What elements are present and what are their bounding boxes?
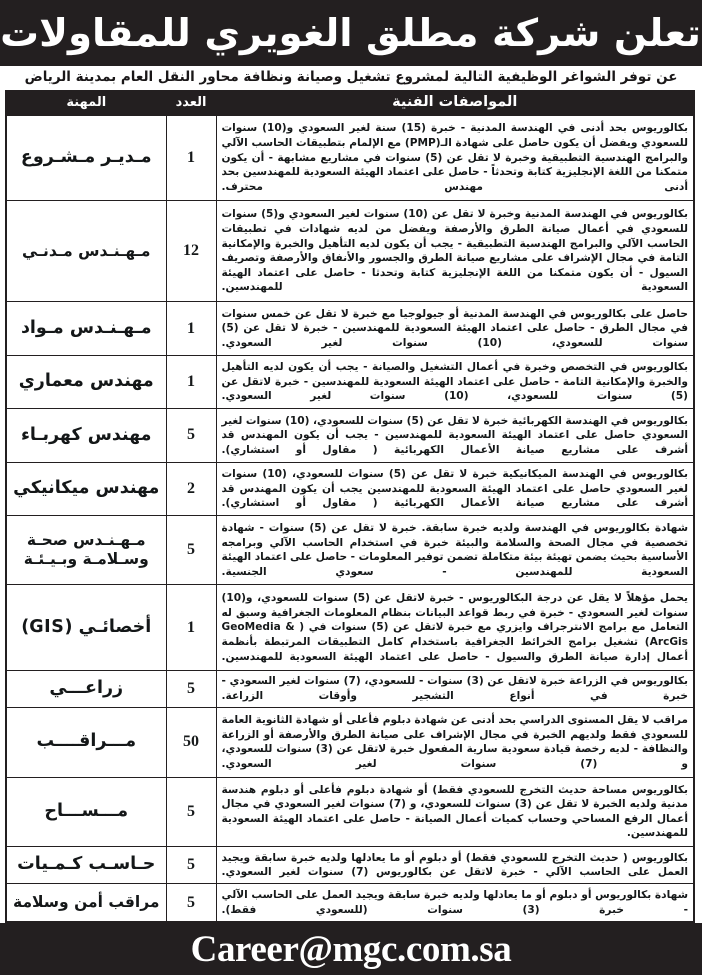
cell-specs: بكالوريوس مساحة حديث التخرج للسعودي فقط) أو شهادة دبلوم فأعلى أو دبلوم هندسة مدنية ولديه الخبرة لا تقل عن (3) سنوات للسعودي، و (7) سنوات لغير السعودي في مجال أعمال الرفع المساحي وحساب كميات أعمال الصيانة - حاصل على اعتماد الهيئة السعودية للمهندسين. [216,777,694,846]
cell-count: 5 [166,777,216,846]
cell-specs: بكالوريوس في التخصص وخبرة في أعمال التشغيل والصيانة - يجب أن يكون لديه التأهيل والخبرة والإمكانية التامة - حاصل على اعتماد الهيئة السعودية للمهندسين - خبرة لاتقل عن (5) سنوات للسعودي، (10) سنوات لغير السعودي. [216,355,694,408]
table-row [6,847,694,884]
cell-count: 1 [166,355,216,408]
table-header-row [6,91,694,115]
cell-specs: يحمل مؤهلاً لا يقل عن درجة البكالوريوس - خبرة لاتقل عن (5) سنوات للسعودي، و(10) سنوات لغير السعودي - خبرة في ربط قواعد البيانات بنظام المعلومات الجغرافية وسبق له التعامل مع برامج الانترجراف وايزري مع خبرة لاتقل عن (5) سنوات في ( GeoMedia & ArcGis) تشغيل برامج الخرائط الجغرافية باستخدام كامل التطبيقات المرتبطة بأنظمة أعمال إدارة صيانة الطرق والسيول - حاصل على اعتماد الهيئة السعودية للمهندسين. [216,585,694,670]
table-row [6,777,694,846]
cell-specs: بكالوريوس ( حديث التخرج للسعودي فقط) أو دبلوم أو ما يعادلها ولديه خبرة سابقة ويجيد العمل على الحاسب الآلي - خبرة لاتقل عن بكالوريوس (7) سنوات لغير السعودي. [216,847,694,884]
contact-email[interactable]: Career@mgc.com.sa [190,928,512,970]
table-header [6,91,694,115]
table-row [6,302,694,355]
cell-job-title: مـــراقــــب [6,708,166,777]
cell-count: 12 [166,201,216,302]
announcement-subtitle: عن توفر الشواغر الوظيفية التالية لمشروع تشغيل وصيانة ونظافة محاور النقل العام بمدينة الرياض [24,69,678,85]
cell-job-title: مهندس معماري [6,355,166,408]
cell-job-title: حـاسـب كـمـيات [6,847,166,884]
cell-specs: شهادة بكالوريوس في الهندسة ولديه خبرة سابقة. خبرة لا تقل عن (5) سنوات - شهادة تخصصية في مجال الصحة والسلامة والبيئة خبرة في استخدام الحاسب الآلي وبرامجه الأساسية بحيث يضمن تهيئة بيئة متكاملة تضمن توفير المعلومات - حاصل على اعتماد الهيئة السعودية للمهندسين - سعودي الجنسية. [216,516,694,585]
cell-job-title: مهندس ميكانيكي [6,462,166,515]
cell-job-title: مـهـنـدس مـواد [6,302,166,355]
cell-count: 1 [166,585,216,670]
cell-job-title: مراقب أمن وسلامة [6,884,166,922]
cell-count: 50 [166,708,216,777]
cell-job-title: أخصائـي (GIS) [6,585,166,670]
cell-count: 5 [166,516,216,585]
table-row [6,115,694,200]
cell-count: 2 [166,462,216,515]
vacancies-table [5,90,695,923]
cell-count: 5 [166,847,216,884]
cell-count: 1 [166,302,216,355]
cell-specs: مراقب لا يقل المستوى الدراسي بحد أدنى عن شهادة دبلوم فأعلى أو شهادة الثانوية العامة للسعودي فقط ولديهم الخبرة في مجال الإشراف على صيانة الطرق والأرصفة أو الزراعة والنظافة - لديه رخصة قيادة سعودية سارية المفعول خبرة لاتقل عن (3) سنوات للسعودي، و (7) سنوات لغير السعودي. [216,708,694,777]
cell-specs: بكالوريوس بحد أدنى في الهندسة المدنية - خبرة (15) سنة لغير السعودي و(10) سنوات للسعودي ويفضل أن يكون حاصل على شهادة الـ(PMP) مع الإلمام بتطبيقات الحاسب الآلي والبرامج الهندسية التطبيقية وخبرة لا تقل عن (5) سنوات في مشاريع مشابهة - أن يكون متمكنا من اللغة الإنجليزية كتابة وتحدثاً - حاصل على اعتماد الهيئة السعودية للمهندسين بحد أدنى مهندس محترف. [216,115,694,200]
column-header-specs: المواصفات الفنية [216,91,694,115]
cell-specs: شهادة بكالوريوس أو دبلوم أو ما يعادلها ولديه خبرة سابقة ويجيد العمل على الحاسب الآلي - خبرة (3) سنوات (للسعودي فقط). [216,884,694,922]
cell-count: 1 [166,115,216,200]
table-row [6,670,694,707]
subtitle-strip [0,66,702,88]
table-row [6,409,694,462]
cell-job-title: مـهـنـدس صحـة وسـلامـة وبـيـئـة [6,516,166,585]
cell-count: 5 [166,670,216,707]
company-banner [0,0,702,66]
cell-count: 5 [166,409,216,462]
cell-job-title: زراعـــي [6,670,166,707]
cell-job-title: مـديـر مـشـروع [6,115,166,200]
table-row [6,585,694,670]
company-headline: تعلن شركة مطلق الغويري للمقاولات [0,11,702,55]
cell-specs: بكالوريوس في الزراعة خبرة لاتقل عن (3) سنوات - للسعودي، (7) سنوات لغير السعودي - خبرة في أنواع التشجير وأوقات الزراعة. [216,670,694,707]
cell-job-title: مـهـنـدس مـدنـي [6,201,166,302]
cell-specs: حاصل على بكالوريوس في الهندسة المدنية أو جيولوجيا مع خبرة لا تقل عن خمس سنوات في مجال الطرق - حاصل على اعتماد الهيئة السعودية للمهندسين - خبرة لا تقل عن (5) سنوات للسعودي، (10) سنوات لغير السعودي. [216,302,694,355]
table-body [6,115,694,922]
cell-job-title: مهندس كهربـاء [6,409,166,462]
contact-footer [0,923,702,975]
table-row [6,884,694,922]
table-row [6,201,694,302]
cell-specs: بكالوريوس في الهندسة الكهربائية خبرة لا تقل عن (5) سنوات للسعودي، (10) سنوات لغير السعودي حاصل على اعتماد الهيئة السعودية للمهندسين - يجب أن يكون المهندس قد أشرف على مشاريع صيانة الأعمال الكهربائية ( مقاول أو استشاري). [216,409,694,462]
table-row [6,355,694,408]
cell-count: 5 [166,884,216,922]
table-row [6,462,694,515]
column-header-job: المهنة [6,91,166,115]
column-header-count: العدد [166,91,216,115]
table-row [6,516,694,585]
cell-specs: بكالوريوس في الهندسة المدنية وخبرة لا تقل عن (10) سنوات لغير السعودي و(5) سنوات للسعودي في أعمال صيانة الطرق والأرصفة ويفضل من لديه شهادات في تطبيقات الحاسب الآلي والبرامج الهندسية التطبيقية - يجب أن يكون لديه التأهيل والخبرة والإمكانية التامة في مجال الإشراف على مشاريع صيانة الطرق والجسور والأنفاق والأرصفة وتصريف السيول - أن يكون متمكنا من اللغة الإنجليزية كتابة وتحدثا - حاصل على اعتماد الهيئة السعودية للمهندسين. [216,201,694,302]
cell-specs: بكالوريوس في الهندسة الميكانيكية خبرة لا تقل عن (5) سنوات للسعودي، (10) سنوات لغير السعودي حاصل على اعتماد الهيئة السعودية للمهندسين يجب أن يكون المهندس قد أشرف على مشاريع صيانة الأعمال الكهربائية ( مقاول أو استشاري). [216,462,694,515]
vacancies-table-container [0,88,702,923]
table-row [6,708,694,777]
cell-job-title: مـــســـاح [6,777,166,846]
